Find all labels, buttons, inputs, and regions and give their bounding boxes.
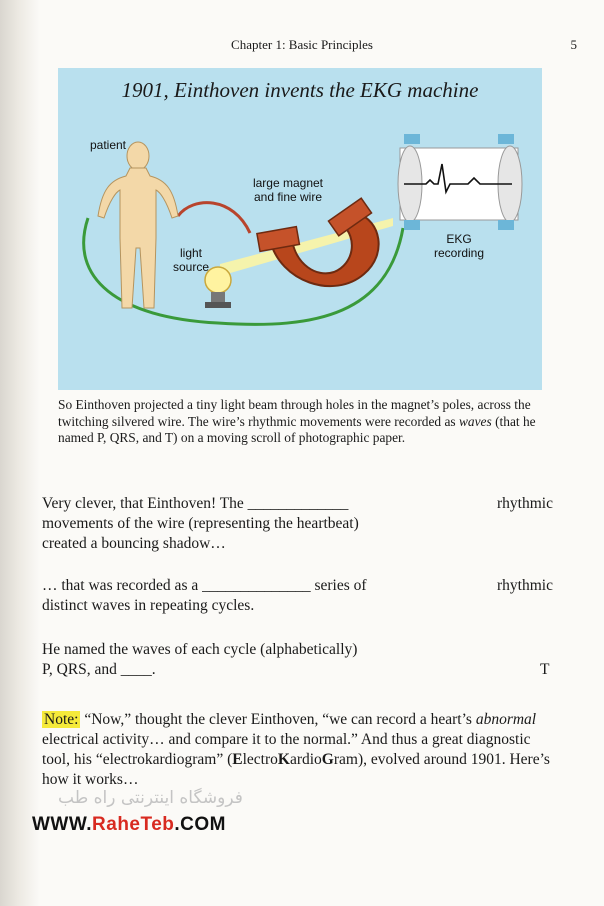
note-label: Note: — [44, 711, 79, 728]
note-text-2: electrical activity… and compare it to the normal.” And thus a great diagnostic tool, his “electrokardiogram” ( — [42, 731, 531, 768]
patient-body — [98, 142, 178, 308]
note-bold-e: E — [232, 751, 243, 768]
red-wire — [178, 203, 250, 233]
frame-1-text: Very clever, that Einthoven! The _____________ movements of the wire (representing the heartbeat) created a bouncing shadow… — [42, 495, 359, 552]
note-emphasis: abnormal — [475, 711, 537, 728]
caption-text-1: So Einthoven projected a tiny light beam through holes in the magnet’s poles, across the twitching silvered wire. The wire’s rhythmic movements were recorded as — [58, 397, 531, 429]
ekg-figure — [58, 68, 542, 390]
ekg-recording-label: EKG recording — [433, 232, 485, 260]
note-text-5: ram), evolved around 1901. Here’s how it works… — [42, 751, 550, 788]
note-text-1: “Now,” thought the clever Einthoven, “we can record a heart’s — [80, 711, 476, 728]
magnet-label: large magnet and fine wire — [252, 176, 324, 204]
caption-emphasis: waves — [458, 413, 492, 429]
chapter-title: Chapter 1: Basic Principles — [231, 37, 373, 52]
watermark-url — [32, 814, 226, 836]
watermark-url-suffix: .COM — [174, 814, 226, 835]
watermark-persian: فروشگاه اینترنتی راه طب — [58, 788, 243, 808]
figure-title: 1901, Einthoven invents the EKG machine — [121, 78, 479, 102]
note-bold-g: G — [321, 751, 334, 768]
light-source-label: light source — [172, 246, 210, 274]
frame-1-answer: rhythmic — [497, 495, 553, 512]
note-text-3: lectro — [242, 751, 278, 768]
page-number: 5 — [570, 37, 577, 52]
caption-text-2: (that he named P, QRS, and T) on a moving scroll of photographic paper. — [58, 413, 536, 445]
patient-label: patient — [89, 138, 127, 152]
book-spine-shadow — [0, 0, 40, 906]
frame-2-text: … that was recorded as a ______________ series of distinct waves in repeating cycles. — [42, 577, 367, 614]
frame-3-answer: T — [540, 661, 550, 678]
frame-3-text: He named the waves of each cycle (alphabetically) P, QRS, and ____. — [42, 641, 358, 678]
note-paragraph — [42, 710, 552, 790]
figure-caption — [58, 397, 552, 447]
watermark-url-prefix: WWW. — [32, 814, 93, 835]
note-text-4: ardio — [289, 751, 322, 768]
running-header — [0, 37, 604, 55]
ekg-illustration — [58, 68, 542, 390]
ekg-recording-scroll — [398, 134, 522, 230]
watermark-url-brand: RaheTeb — [92, 814, 175, 835]
note-bold-k: K — [277, 751, 290, 768]
frame-2-answer: rhythmic — [497, 577, 553, 594]
